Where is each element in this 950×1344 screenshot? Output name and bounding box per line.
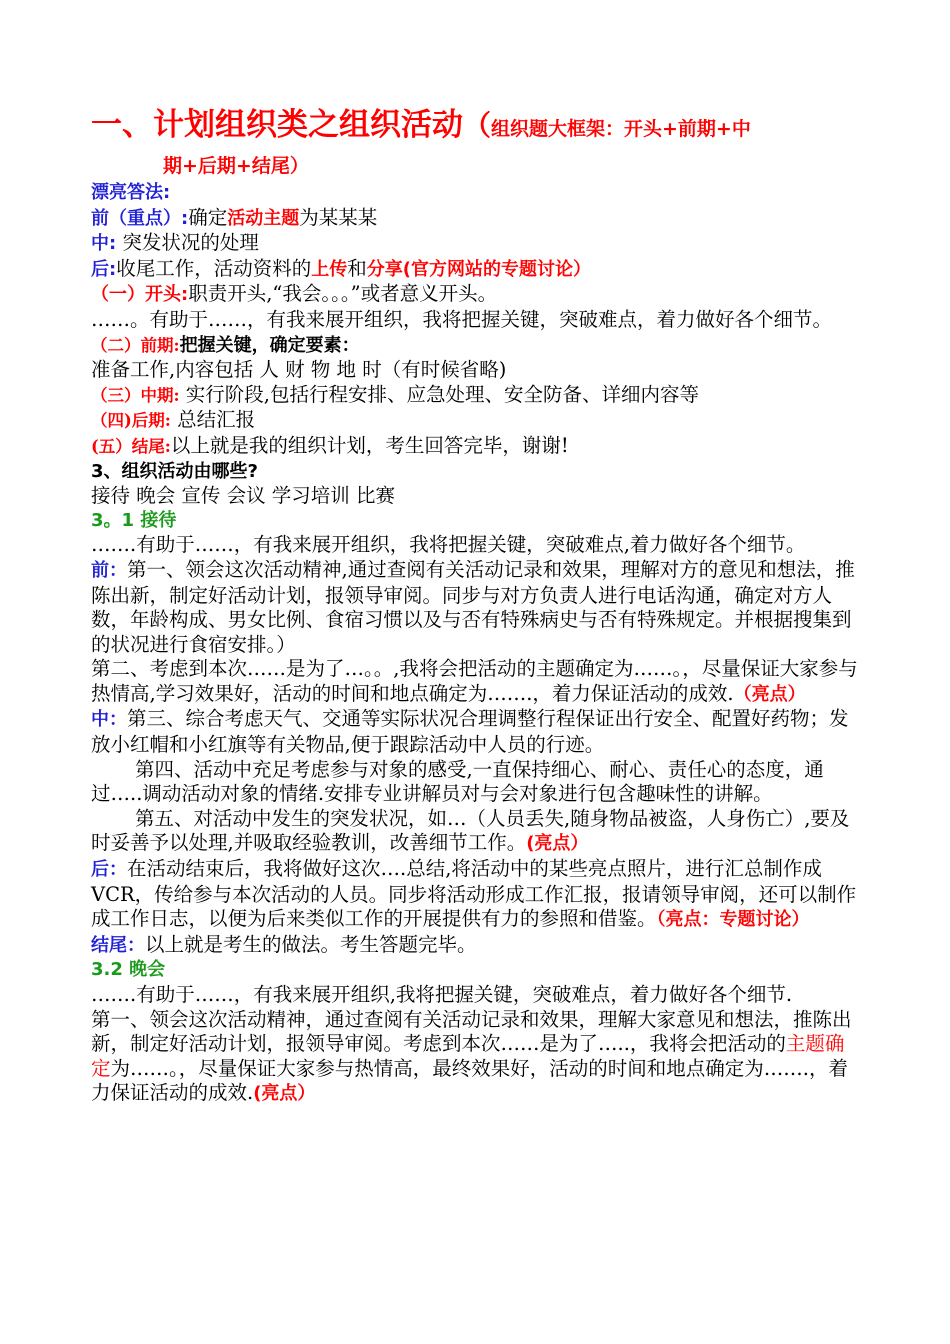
- q3-heading: 3、组织活动由哪些?: [91, 460, 258, 482]
- section-3-1-fourth: 第四、活动中充足考虑参与对象的感受,一直保持细心、耐心、责任心的态度，通过…..调动活动对象的情绪.安排专业讲解员对与会对象进行包含趣味性的讲解。: [91, 757, 824, 806]
- section-3-2-heading: 3.2 晚会: [91, 959, 166, 981]
- overview-back-text1: 收尾工作，活动资料的: [116, 256, 312, 280]
- overview-front-highlight: 活动主题: [227, 207, 300, 229]
- overview-front-text1: 确定: [188, 205, 228, 229]
- overview-mid-text: 突发状况的处理: [116, 231, 259, 255]
- step-4-text: 总结汇报: [170, 408, 256, 432]
- section-3-1-front: [91, 558, 861, 657]
- overview-back-hl1: 上传: [311, 258, 348, 280]
- step-1-label: （一）开头:: [91, 284, 189, 306]
- overview-front-label: 前（重点）:: [91, 207, 189, 229]
- step-3-label: （三）中期:: [91, 385, 180, 405]
- q3-types: 接待 晚会 宣传 会议 学习培训 比赛: [91, 484, 395, 508]
- overview-back-label: 后:: [91, 258, 117, 280]
- section-3-2-first: [91, 1008, 861, 1107]
- title-sub-line1: 组织题大框架：开头+前期+中: [491, 118, 751, 140]
- step-2: [91, 333, 861, 359]
- section-3-1-mid-text: 第三、综合考虑天气、交通等实际状况合理调整行程保证出行安全、配置好药物；发放小红帽和小红旗等有关物品,便于跟踪活动中人员的行迹。: [91, 707, 849, 757]
- step-2-text: 把握关键，确定要素：: [179, 334, 360, 356]
- step-2-body: 准备工作,内容包括 人 财 物 地 时（有时候省略): [91, 358, 507, 382]
- section-3-2-first-text2: 为……。，尽量保证大家参与热情高，最终效果好，活动的时间和地点确定为…….，着力保证活动的成效.: [91, 1056, 848, 1105]
- step-1: [91, 282, 861, 308]
- section-3-1-end-text: 以上就是考生的做法。考生答题完毕。: [145, 932, 477, 956]
- section-3-1-back-label: 后：: [91, 859, 127, 881]
- section-3-1-back-highlight: （亮点：专题讨论）: [656, 909, 810, 931]
- section-3-1-heading: 3。1 接待: [91, 509, 177, 531]
- section-3-1-second: [91, 657, 861, 707]
- overview-back-hl2: 分享(官方网站的专题讨论）: [366, 258, 591, 280]
- section-3-1-back: [91, 857, 861, 933]
- title-sub-line2: 期+后期+结尾）: [163, 155, 309, 177]
- section-3-1-second-highlight: （亮点）: [733, 683, 806, 705]
- title-paren: （: [463, 109, 492, 142]
- section-3-1-front-text: 第一、领会这次活动精神,通过查阅有关活动记录和效果，理解对方的意见和想法，推陈出新，制定好活动计划，报领导审阅。同步与对方负责人进行电话沟通，确定对方人数，年龄构成、男女比例、食宿习惯以及与否有特殊病史与否有特殊规定。并根据搜集到的状况进行食宿安排。）: [91, 557, 855, 656]
- step-1-body: ……。有助于……，有我来展开组织，我将把握关键，突破难点，着力做好各个细节。: [91, 307, 833, 331]
- step-4: [91, 408, 861, 434]
- overview-back-text2: 和: [347, 256, 367, 280]
- section-3-1-mid: [91, 707, 861, 757]
- section-3-2-intro: …….有助于……，有我来展开组织,我将把握关键，突破难点，着力做好各个细节.: [91, 983, 793, 1006]
- section-3-1-intro: …….有助于……，有我来展开组织，我将把握关键，突破难点,着力做好各个细节。: [91, 533, 806, 557]
- overview-front-text2: 为某某某: [299, 205, 378, 229]
- step-1-text: 职责开头,“我会。。。”或者意义开头。: [188, 282, 498, 306]
- overview-mid-label: 中:: [91, 233, 117, 255]
- overview-back: [91, 257, 861, 283]
- section-3-1-fifth-text: 第五、对活动中发生的突发状况，如…（人员丢失,随身物品被盗，人身伤亡）,要及时妥善予以处理,并吸取经验教训，改善细节工作。: [91, 806, 850, 855]
- section-3-1-mid-label: 中：: [91, 709, 127, 731]
- document-page: [91, 104, 861, 1107]
- title-main: 一、计划组织类之组织活动: [91, 107, 463, 143]
- step-5: [91, 434, 861, 460]
- section-3-1-end: [91, 933, 861, 959]
- section-3-1-back-text: 在活动结束后，我将做好这次….总结,将活动中的某些亮点照片，进行汇总制作成 VCR，传给参与本次活动的人员。同步将活动形成工作汇报，报请领导审阅，还可以制作成工作日志，以便为后来类似工作的开展提供有力的参照和借鉴。: [91, 857, 857, 931]
- page-title: [91, 104, 861, 151]
- step-3-text: 实行阶段,包括行程安排、应急处理、安全防备、详细内容等: [179, 382, 699, 406]
- step-5-text: 以上就是我的组织计划，考生回答完毕，谢谢!: [170, 433, 569, 457]
- section-3-1-front-label: 前：: [91, 559, 127, 581]
- section-3-1-fifth: [91, 807, 861, 857]
- step-2-label: （二）前期:: [91, 335, 180, 355]
- answer-heading: 漂亮答法:: [91, 182, 171, 203]
- section-3-1-fifth-highlight: (亮点）: [526, 833, 589, 855]
- section-3-1-second-text: 第二、考虑到本次……是为了…。。,我将会把活动的主题确定为……。，尽量保证大家参与热情高,学习效果好，活动的时间和地点确定为…….，着力保证活动的成效.: [91, 657, 858, 705]
- section-3-2-first-highlight2: (亮点）: [253, 1083, 316, 1105]
- step-5-label: (五）结尾:: [91, 436, 171, 456]
- overview-front: [91, 206, 861, 232]
- step-4-label: （四)后期:: [91, 411, 171, 431]
- step-3: [91, 383, 861, 409]
- section-3-2-first-text1: 第一、领会这次活动精神，通过查阅有关活动记录和效果，理解大家意见和想法，推陈出新，制定好活动计划，报领导审阅。考虑到本次……是为了…..，我将会把活动的: [91, 1007, 852, 1056]
- section-3-1-end-label: 结尾：: [91, 934, 145, 956]
- overview-mid: [91, 231, 861, 257]
- section-3-2-first-highlight: 主题确定: [91, 1032, 845, 1080]
